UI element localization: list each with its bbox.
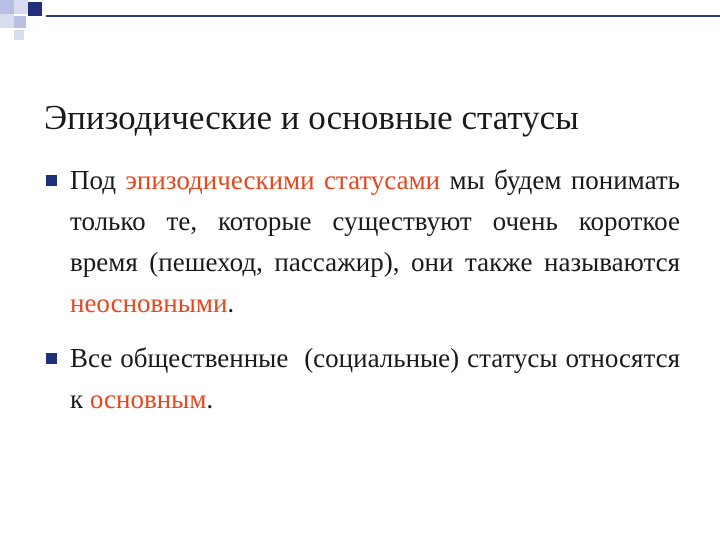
decor-square xyxy=(0,14,14,28)
text-segment: . xyxy=(206,384,214,414)
text-segment: мы будем понимать только те, которые существуют очень короткое время (пешеход, пассажир), они также называются xyxy=(70,165,680,277)
text-segment: Все общественные (социальные) статусы относятся к xyxy=(70,343,687,414)
text-segment: . xyxy=(227,288,235,318)
decor-square xyxy=(14,0,28,14)
decor-square xyxy=(14,30,24,40)
decor-square xyxy=(28,2,42,16)
bullet-item xyxy=(44,338,687,420)
bullet-list xyxy=(44,160,687,434)
slide-title: Эпизодические и основные статусы xyxy=(44,98,579,138)
decor-square xyxy=(0,0,14,14)
highlighted-term: неосновными xyxy=(70,288,228,318)
square-bullet-icon xyxy=(46,353,57,364)
corner-decoration xyxy=(0,0,70,46)
decor-square xyxy=(14,16,26,28)
square-bullet-icon xyxy=(46,175,57,186)
highlighted-term: основным xyxy=(89,384,207,414)
highlighted-term: эпизодическими статусами xyxy=(125,165,441,195)
top-divider xyxy=(46,15,720,17)
bullet-text xyxy=(70,160,680,324)
bullet-text xyxy=(70,338,687,420)
text-segment: Под xyxy=(70,165,126,195)
bullet-item xyxy=(44,160,680,324)
